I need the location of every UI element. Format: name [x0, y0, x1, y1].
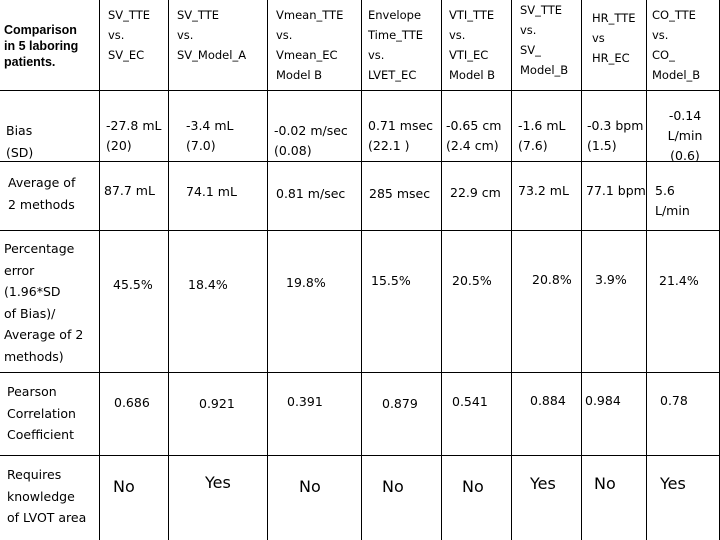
- column-header: Vmean_TTE vs. Vmean_EC Model B: [276, 8, 344, 82]
- table-cell: -0.14 L/min (0.6): [667, 108, 703, 163]
- table-cell: 0.879: [382, 396, 418, 411]
- row-divider: [0, 230, 720, 231]
- column-divider: [646, 0, 647, 540]
- row-label: Percentage error (1.96*SD of Bias)/ Average of 2 methods): [4, 241, 84, 364]
- column-divider: [168, 0, 169, 540]
- table-cell: No: [382, 477, 404, 496]
- table-cell: -0.3 bpm (1.5): [587, 118, 644, 153]
- table-cell: 0.71 msec (22.1 ): [368, 118, 434, 153]
- table-cell: 18.4%: [188, 277, 228, 292]
- table-cell: No: [113, 477, 135, 496]
- table-cell: 0.78: [660, 393, 688, 408]
- table-cell: 20.5%: [452, 273, 492, 288]
- column-divider: [361, 0, 362, 540]
- column-divider: [267, 0, 268, 540]
- column-header: HR_TTE vs HR_EC: [592, 11, 636, 65]
- table-cell: 0.984: [585, 393, 621, 408]
- table-cell: 0.541: [452, 394, 488, 409]
- table-cell: -0.65 cm (2.4 cm): [446, 118, 502, 153]
- table-cell: 3.9%: [595, 272, 627, 287]
- column-header: Envelope Time_TTE vs. LVET_EC: [368, 8, 424, 82]
- table-cell: 285 msec: [369, 186, 431, 201]
- corner-header: Comparison in 5 laboring patients.: [4, 23, 79, 69]
- column-divider: [441, 0, 442, 540]
- row-label: Pearson Correlation Coefficient: [7, 384, 76, 442]
- table-cell: 15.5%: [371, 273, 411, 288]
- table-cell: Yes: [530, 474, 556, 493]
- table-cell: -3.4 mL (7.0): [186, 118, 234, 153]
- column-divider: [581, 0, 582, 540]
- table-cell: 21.4%: [659, 273, 699, 288]
- table-cell: 45.5%: [113, 277, 153, 292]
- column-header: SV_TTE vs. SV_Model_A: [177, 8, 247, 62]
- row-divider: [0, 372, 720, 373]
- table-cell: No: [594, 474, 616, 493]
- table-cell: 0.81 m/sec: [276, 186, 346, 201]
- table-cell: No: [299, 477, 321, 496]
- table-cell: No: [462, 477, 484, 496]
- table-cell: 74.1 mL: [186, 184, 237, 199]
- table-cell: 0.391: [287, 394, 323, 409]
- table-cell: 20.8%: [532, 272, 572, 287]
- column-header: VTI_TTE vs. VTI_EC Model B: [449, 8, 496, 82]
- column-header: SV_TTE vs. SV_EC: [108, 8, 151, 62]
- row-label: Requires knowledge of LVOT area: [7, 467, 87, 525]
- row-divider: [0, 455, 720, 456]
- table-cell: Yes: [660, 474, 686, 493]
- table-cell: 0.921: [199, 396, 235, 411]
- table-cell: 87.7 mL: [104, 183, 155, 198]
- table-cell: 5.6 L/min: [655, 183, 690, 218]
- column-divider: [511, 0, 512, 540]
- table-cell: -1.6 mL (7.6): [518, 118, 566, 153]
- column-divider: [99, 0, 100, 540]
- table-cell: 22.9 cm: [450, 185, 501, 200]
- row-label: Average of 2 methods: [8, 175, 76, 212]
- table-cell: 0.686: [114, 395, 150, 410]
- table-cell: -27.8 mL (20): [106, 118, 162, 153]
- column-header: SV_TTE vs. SV_ Model_B: [520, 3, 569, 77]
- table-cell: 77.1 bpm: [586, 183, 646, 198]
- column-header: CO_TTE vs. CO_ Model_B: [652, 8, 701, 82]
- table-cell: 0.884: [530, 393, 566, 408]
- table-cell: Yes: [205, 473, 231, 492]
- row-label: Bias (SD): [6, 123, 34, 160]
- row-divider: [0, 161, 720, 162]
- table-cell: 19.8%: [286, 275, 326, 290]
- row-divider: [0, 90, 720, 91]
- table-cell: -0.02 m/sec (0.08): [274, 123, 348, 158]
- table-cell: 73.2 mL: [518, 183, 569, 198]
